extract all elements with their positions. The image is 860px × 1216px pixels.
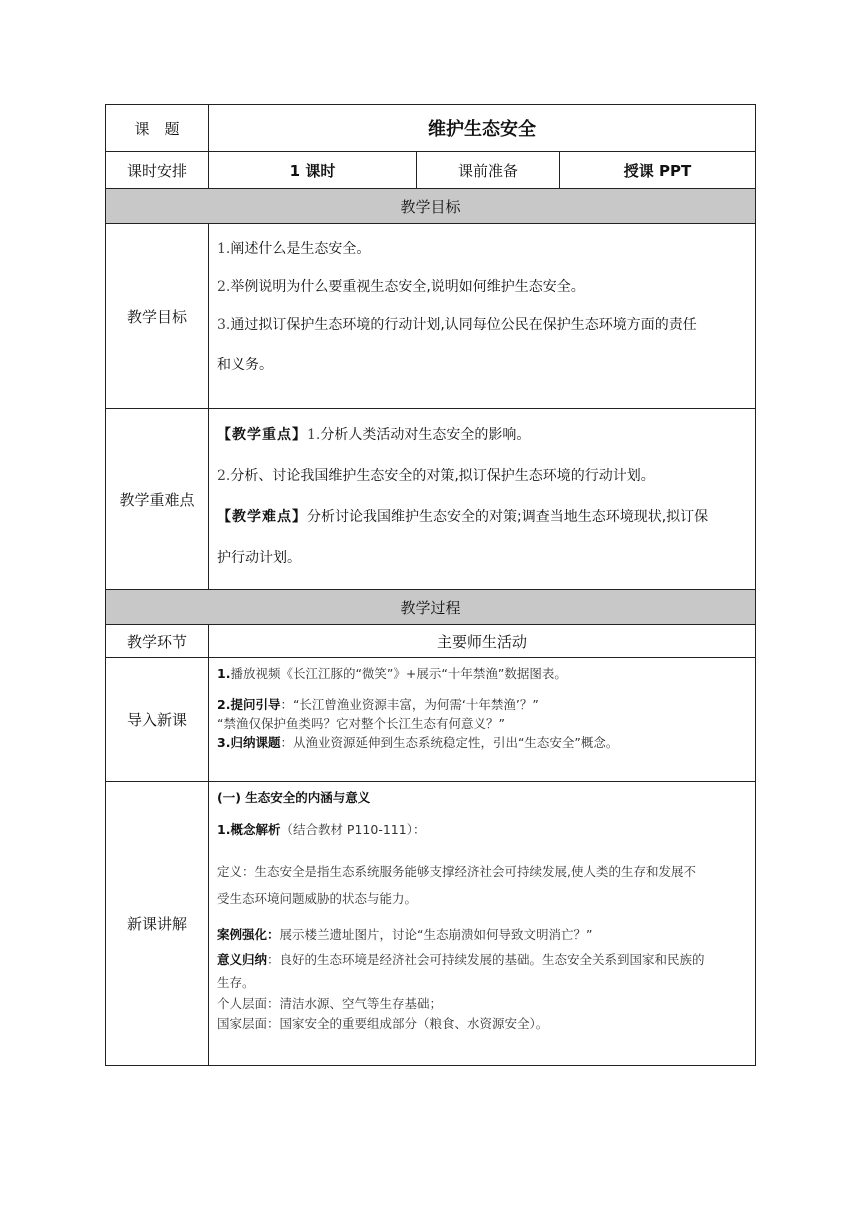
case-line: 案例强化：展示楼兰遗址图片，讨论“生态崩溃如何导致文明消亡？” [217, 927, 593, 942]
difficulty-line: 【教学难点】分析讨论我国维护生态安全的对策;调查当地生态环境现状,拟订保 [217, 509, 709, 525]
activity-column-header: 主要师生活动 [209, 625, 756, 658]
intro-label: 导入新课 [106, 658, 209, 782]
concept-line: 1.概念解析（结合教材 P110-111）： [217, 822, 426, 837]
schedule-value: 1 课时 [209, 152, 417, 189]
schedule-label: 课时安排 [106, 152, 209, 189]
prep-label: 课前准备 [417, 152, 560, 189]
objectives-section-title: 教学目标 [106, 189, 756, 224]
objectives-label: 教学目标 [106, 224, 209, 409]
intro-line: 1.播放视频《长江江豚的“微笑”》+展示“十年禁渔”数据图表。 [217, 666, 567, 681]
objective-item: 3.通过拟订保护生态环境的行动计划,认同每位公民在保护生态环境方面的责任 [217, 317, 697, 333]
topic-title: 维护生态安全 [209, 105, 756, 152]
focus-line-2: 2.分析、讨论我国维护生态安全的对策,拟订保护生态环境的行动计划。 [217, 468, 655, 484]
stage-column-header: 教学环节 [106, 625, 209, 658]
process-section-title: 教学过程 [106, 590, 756, 625]
personal-line: 个人层面：清洁水源、空气等生存基础； [217, 996, 443, 1011]
definition-line-2: 受生态环境问题威胁的状态与能力。 [217, 891, 418, 906]
prep-value: 授课 PPT [560, 152, 756, 189]
key-points-label: 教学重难点 [106, 409, 209, 590]
focus-tag: 【教学重点】 [217, 427, 307, 443]
intro-line: 2.提问引导：“长江曾渔业资源丰富，为何需‘十年禁渔’？” [217, 697, 539, 712]
intro-line: “禁渔仅保护鱼类吗？它对整个长江生态有何意义？” [217, 716, 505, 731]
lesson-plan-table [105, 104, 756, 1066]
definition-line: 定义：生态安全是指生态系统服务能够支撑经济社会可持续发展,使人类的生存和发展不 [217, 864, 696, 879]
national-line: 国家层面：国家安全的重要组成部分（粮食、水资源安全）。 [217, 1016, 549, 1031]
key-points-content [209, 409, 756, 590]
objective-item: 和义务。 [217, 357, 273, 373]
lesson-content [209, 782, 756, 1066]
difficulty-line-2: 护行动计划。 [217, 550, 301, 566]
meaning-line: 意义归纳：良好的生态环境是经济社会可持续发展的基础。生态安全关系到国家和民族的 [217, 952, 705, 967]
objective-item: 1.阐述什么是生态安全。 [217, 241, 371, 257]
lesson-label: 新课讲解 [106, 782, 209, 1066]
focus-line: 【教学重点】1.分析人类活动对生态安全的影响。 [217, 427, 531, 443]
difficulty-tag: 【教学难点】 [217, 509, 307, 525]
meaning-line-2: 生存。 [217, 975, 255, 990]
objective-item: 2.举例说明为什么要重视生态安全,说明如何维护生态安全。 [217, 279, 585, 295]
topic-label: 课 题 [106, 105, 209, 152]
lesson-section-heading: (一) 生态安全的内涵与意义 [217, 790, 371, 805]
intro-line: 3.归纳课题：从渔业资源延伸到生态系统稳定性，引出“生态安全”概念。 [217, 735, 619, 750]
objectives-content [209, 224, 756, 409]
intro-content [209, 658, 756, 782]
